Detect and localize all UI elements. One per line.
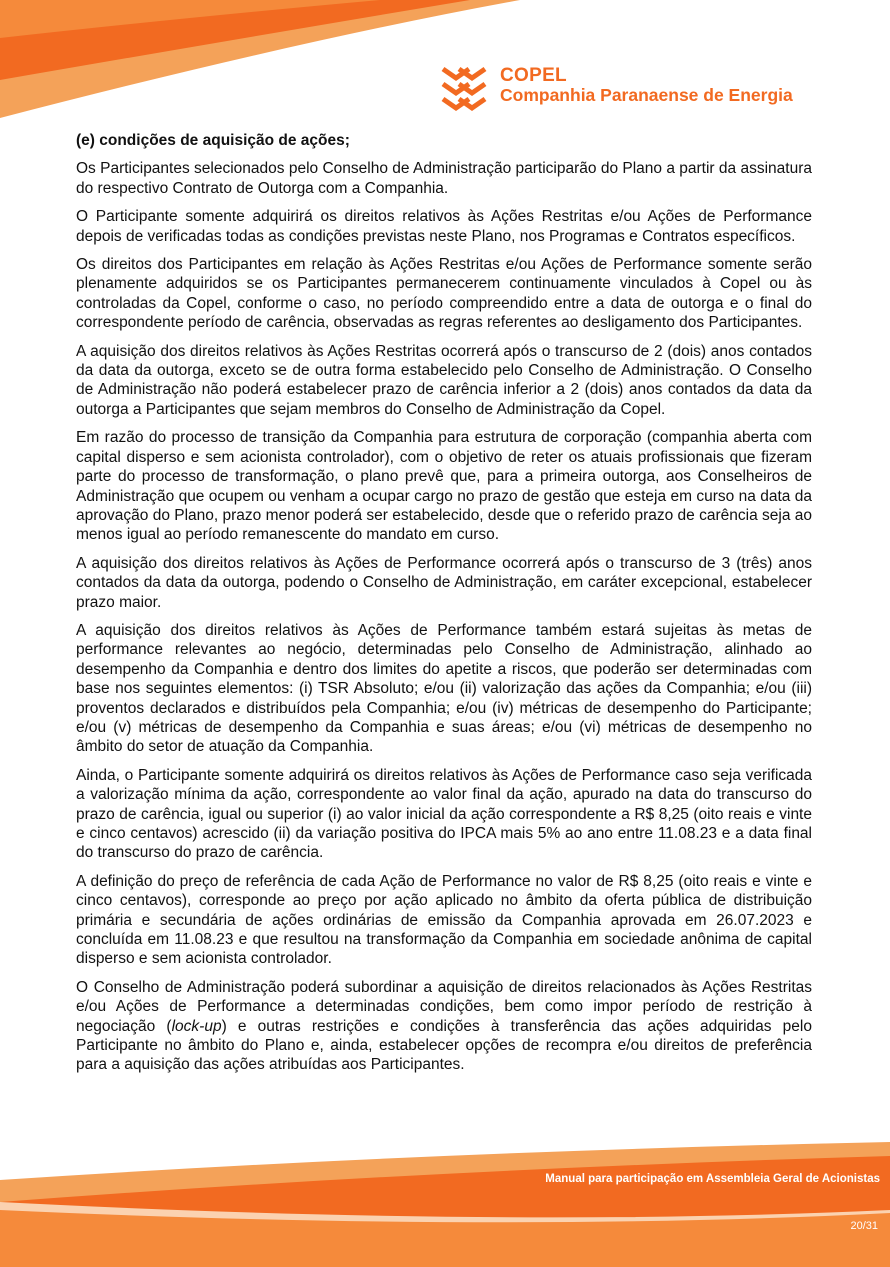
lock-up-term: lock-up [171,1017,222,1035]
footer-document-title: Manual para participação em Assembleia Geral de Acionistas [545,1173,880,1185]
paragraph: A aquisição dos direitos relativos às Ações de Performance ocorrerá após o transcurso de 3 (três) anos contados da data da outorga, podendo o Conselho de Administração, em caráter excepcional, estabelecer prazo maior. [76,554,812,611]
paragraph: Os direitos dos Participantes em relação às Ações Restritas e/ou Ações de Performance somente serão plenamente adquiridos se os Participantes permanecerem continuamente vinculados à Copel ou às controladas da Copel, conforme o caso, no período compreendido entre a data de outorga e o final do correspondente período de carência, observadas as regras referentes ao desligamento dos Participantes. [76,256,812,332]
paragraph: A aquisição dos direitos relativos às Ações de Performance também estará sujeitas às metas de performance relevantes ao negócio, determinadas pelo Conselho de Administração, alinhado ao desempenho da Companhia e dentro dos limites do apetite a riscos, que poderão ser determinadas com base nos seguintes elementos: (i) TSR Absoluto; e/ou (ii) valorização das ações da Companhia; e/ou (iii) proventos declarados e distribuídos pela Companhia; e/ou (iv) métricas de desempenho do Participante; e/ou (v) métricas de desempenho da Companhia e suas áreas; e/ou (vi) métricas de desempenho no âmbito do setor de atuação da Companhia. [76,621,812,756]
footer-swoosh [0,1140,890,1267]
paragraph-lock-up [76,978,812,1075]
section-heading: (e) condições de aquisição de ações; [76,132,350,149]
paragraph: A definição do preço de referência de cada Ação de Performance no valor de R$ 8,25 (oito reais e vinte e cinco centavos), corresponde ao preço por ação aplicado no âmbito da oferta pública de distribuição primária e secundária de ações ordinárias de emissão da Companhia aprovada em 26.07.2023 e concluída em 11.08.23 e que resultou na transformação da Companhia em sociedade anônima de capital disperso e sem acionista controlador. [76,872,812,968]
copel-logo-icon [440,66,488,112]
page-number: 20/31 [850,1220,878,1232]
paragraph: A aquisição dos direitos relativos às Ações Restritas ocorrerá após o transcurso de 2 (dois) anos contados da data da outorga, exceto se de outra forma estabelecido pelo Conselho de Administração. O Conselho de Administração não poderá estabelecer prazo de carência inferior a 2 (dois) anos contados da data da outorga a Participantes que sejam membros do Conselho de Administração da Copel. [76,342,812,418]
logo-name: COPEL [500,65,567,86]
paragraph-text-before: O Conselho de Administração poderá subordinar a aquisição de direitos relacionados às Ações Restritas e/ou Ações de Performance a determinadas condições, bem como impor período de restrição à negociação ( [76,978,812,1035]
paragraph: Ainda, o Participante somente adquirirá os direitos relativos às Ações de Performance caso seja verificada a valorização mínima da ação, correspondente ao valor final da ação, apurado na data do transcurso do prazo de carência, igual ou superior (i) ao valor inicial da ação correspondente a R$ 8,25 (oito reais e vinte e cinco centavos) acrescido (ii) da variação positiva do IPCA mais 5% ao ano entre 11.08.23 e a data final do transcurso do prazo de carência. [76,766,812,862]
document-body [76,131,812,1084]
paragraph: O Participante somente adquirirá os direitos relativos às Ações Restritas e/ou Ações de Performance depois de verificadas todas as condições previstas neste Plano, nos Programas e Contratos específicos. [76,208,812,245]
paragraph: Os Participantes selecionados pelo Conselho de Administração participarão do Plano a partir da assinatura do respectivo Contrato de Outorga com a Companhia. [76,160,812,197]
logo-subtitle: Companhia Paranaense de Energia [500,85,793,105]
paragraph: Em razão do processo de transição da Companhia para estrutura de corporação (companhia aberta com capital disperso e sem acionista controlador), com o objetivo de reter os atuais profissionais que fizeram parte do processo de transformação, o plano prevê que, para a primeira outorga, aos Conselheiros de Administração que ocupem ou venham a ocupar cargo no prazo de gestão que esteja em curso na data da aprovação do Plano, prazo menor poderá ser estabelecido, desde que o referido prazo de carência seja ao menos igual ao período remanescente do mandato em curso. [76,429,812,544]
company-logo [440,66,793,112]
paragraph-text-after: ) e outras restrições e condições à transferência das ações adquiridas pelo Participante no âmbito do Plano e, ainda, estabelecer opções de recompra e/ou direitos de preferência para a aquisição das ações atribuídas aos Participantes. [76,1017,812,1074]
